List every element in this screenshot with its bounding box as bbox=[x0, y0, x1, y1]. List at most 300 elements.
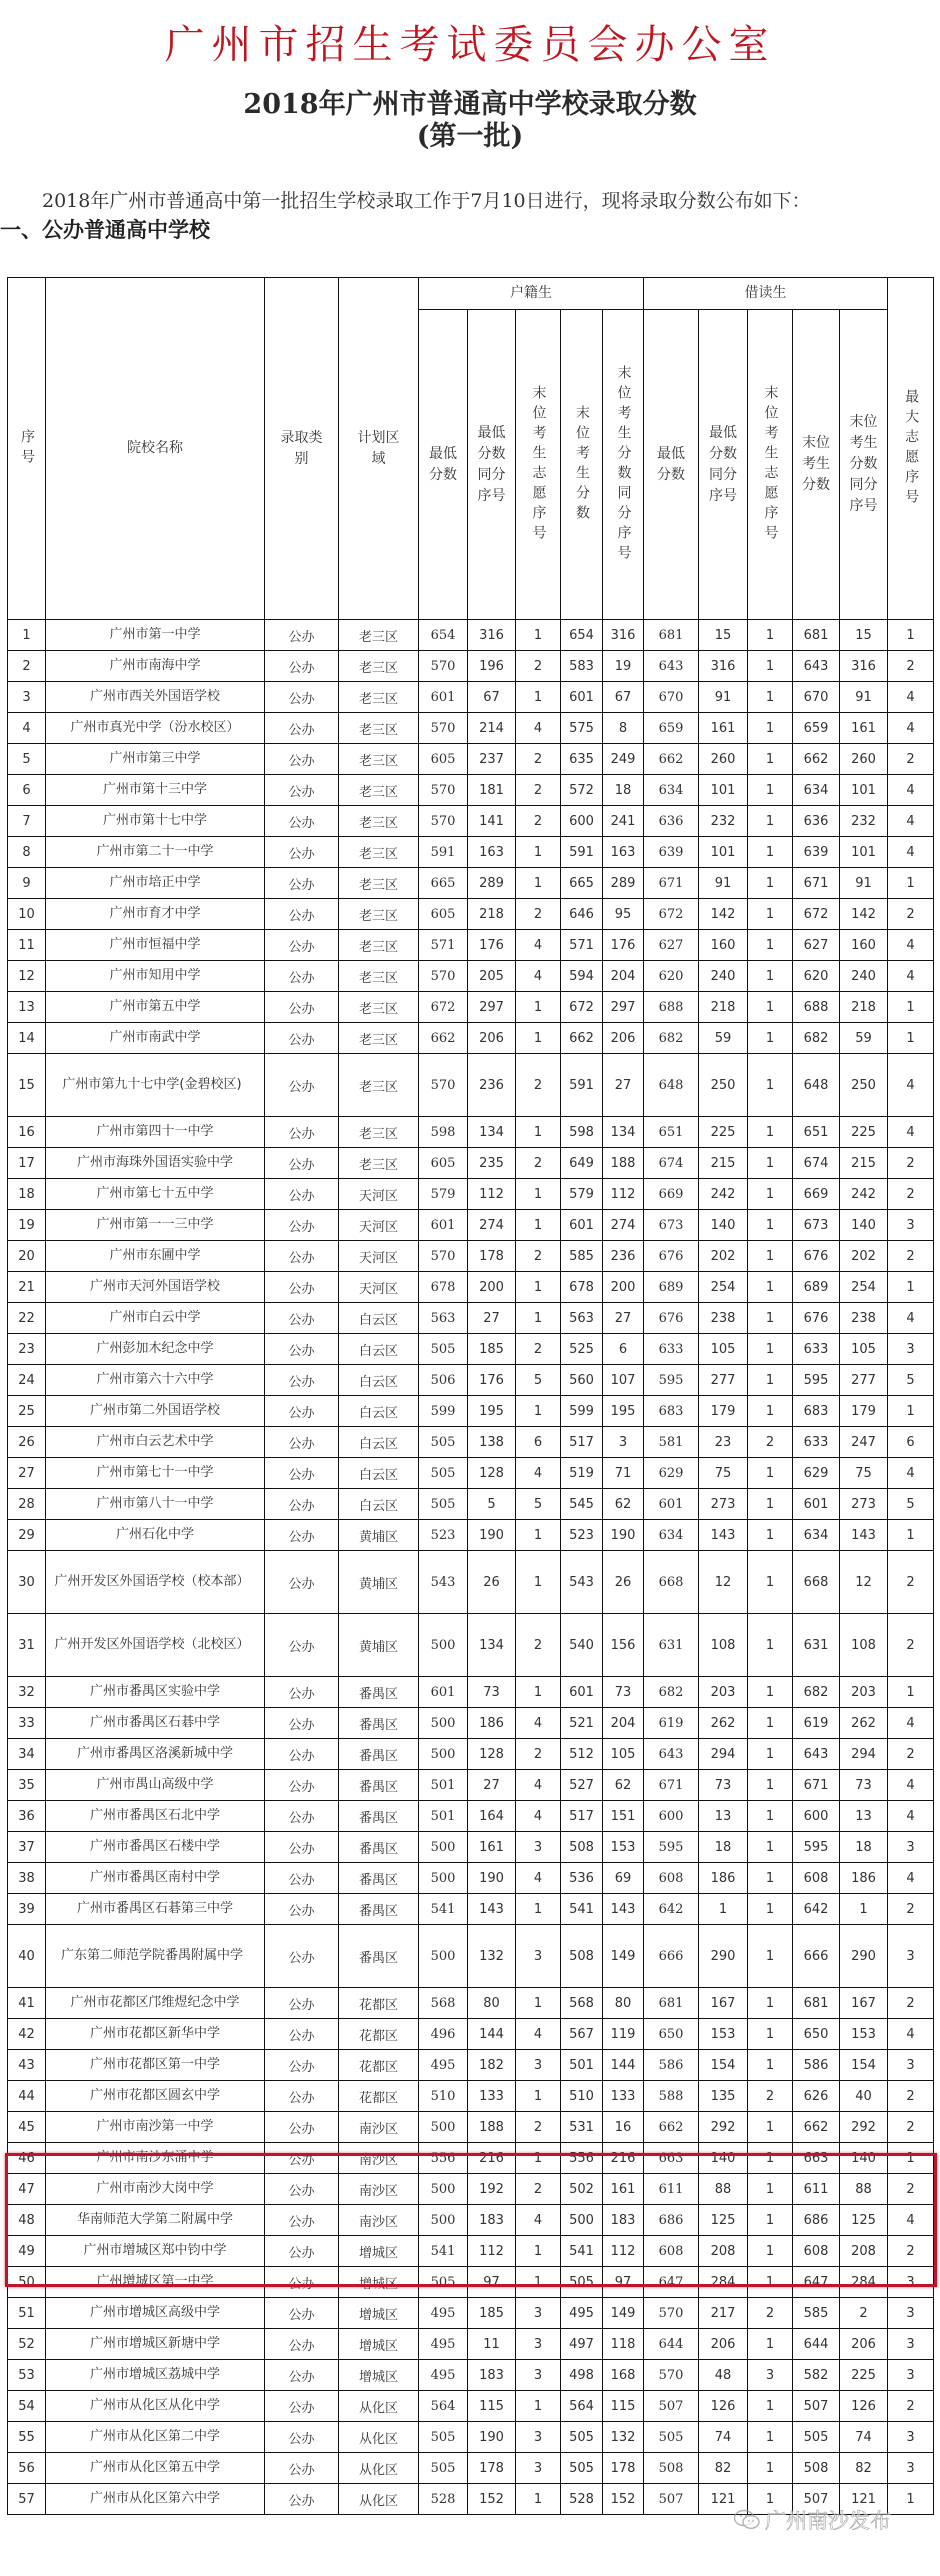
cell-jiedu-last-score: 631 bbox=[793, 1614, 840, 1677]
cell-huji-last-preference: 1 bbox=[516, 1988, 561, 2019]
cell-huji-min-score: 591 bbox=[419, 837, 468, 868]
cell-jiedu-last-same-rank: 225 bbox=[840, 2360, 888, 2391]
cell-huji-last-preference: 3 bbox=[516, 2453, 561, 2484]
cell-seq: 3 bbox=[8, 682, 46, 713]
cell-huji-last-score: 662 bbox=[561, 1023, 603, 1054]
cell-jiedu-min-score: 507 bbox=[644, 2391, 699, 2422]
cell-admission-type: 公办 bbox=[265, 1241, 339, 1272]
cell-jiedu-min-score: 629 bbox=[644, 1458, 699, 1489]
cell-jiedu-last-same-rank: 250 bbox=[840, 1054, 888, 1117]
cell-huji-last-same-rank: 316 bbox=[603, 620, 644, 651]
cell-jiedu-last-same-rank: 126 bbox=[840, 2391, 888, 2422]
table-row bbox=[8, 2081, 934, 2112]
cell-admission-type: 公办 bbox=[265, 1396, 339, 1427]
cell-admission-type: 公办 bbox=[265, 1708, 339, 1739]
cell-jiedu-last-same-rank: 294 bbox=[840, 1739, 888, 1770]
cell-plan-area: 番禺区 bbox=[339, 1677, 419, 1708]
cell-jiedu-last-same-rank: 1 bbox=[840, 1894, 888, 1925]
cell-huji-last-preference: 3 bbox=[516, 1832, 561, 1863]
cell-jiedu-last-preference: 1 bbox=[748, 2143, 793, 2174]
cell-huji-min-same-rank: 183 bbox=[468, 2205, 516, 2236]
cell-huji-min-same-rank: 152 bbox=[468, 2484, 516, 2515]
cell-jiedu-last-preference: 1 bbox=[748, 1489, 793, 1520]
cell-school-name: 广州市增城区高级中学 bbox=[46, 2298, 265, 2329]
cell-huji-last-same-rank: 27 bbox=[603, 1054, 644, 1117]
cell-huji-last-score: 575 bbox=[561, 713, 603, 744]
cell-school-name: 广州市花都区第一中学 bbox=[46, 2050, 265, 2081]
cell-school-name: 广州市南海中学 bbox=[46, 651, 265, 682]
cell-jiedu-last-preference: 1 bbox=[748, 899, 793, 930]
cell-seq: 29 bbox=[8, 1520, 46, 1551]
cell-jiedu-min-same-rank: 240 bbox=[699, 961, 748, 992]
cell-huji-last-score: 591 bbox=[561, 837, 603, 868]
cell-jiedu-last-same-rank: 105 bbox=[840, 1334, 888, 1365]
cell-jiedu-last-same-rank: 203 bbox=[840, 1677, 888, 1708]
header-admission-type: 录取类别 bbox=[265, 278, 339, 620]
document-title: 2018年广州市普通高中学校录取分数 bbox=[243, 89, 697, 120]
cell-admission-type: 公办 bbox=[265, 1925, 339, 1988]
cell-huji-last-score: 508 bbox=[561, 1925, 603, 1988]
cell-huji-last-same-rank: 80 bbox=[603, 1988, 644, 2019]
cell-huji-min-same-rank: 176 bbox=[468, 930, 516, 961]
cell-jiedu-last-score: 626 bbox=[793, 2081, 840, 2112]
cell-admission-type: 公办 bbox=[265, 1303, 339, 1334]
cell-jiedu-min-score: 634 bbox=[644, 1520, 699, 1551]
header-huji-last-same-rank: 末位考生分数同分序号 bbox=[603, 310, 644, 620]
cell-seq: 49 bbox=[8, 2236, 46, 2267]
cell-admission-type: 公办 bbox=[265, 1365, 339, 1396]
cell-jiedu-last-same-rank: 125 bbox=[840, 2205, 888, 2236]
cell-school-name: 广州市育才中学 bbox=[46, 899, 265, 930]
table-row bbox=[8, 1365, 934, 1396]
cell-huji-min-same-rank: 196 bbox=[468, 651, 516, 682]
cell-huji-min-same-rank: 181 bbox=[468, 775, 516, 806]
cell-huji-min-score: 601 bbox=[419, 1210, 468, 1241]
cell-huji-last-same-rank: 249 bbox=[603, 744, 644, 775]
cell-huji-last-same-rank: 26 bbox=[603, 1551, 644, 1614]
cell-jiedu-min-score: 689 bbox=[644, 1272, 699, 1303]
cell-huji-last-same-rank: 200 bbox=[603, 1272, 644, 1303]
cell-seq: 44 bbox=[8, 2081, 46, 2112]
table-row bbox=[8, 2360, 934, 2391]
cell-jiedu-last-preference: 1 bbox=[748, 744, 793, 775]
header-plan-area: 计划区域 bbox=[339, 278, 419, 620]
cell-max-preference: 2 bbox=[888, 899, 934, 930]
cell-huji-last-same-rank: 107 bbox=[603, 1365, 644, 1396]
cell-admission-type: 公办 bbox=[265, 1272, 339, 1303]
cell-seq: 20 bbox=[8, 1241, 46, 1272]
cell-max-preference: 3 bbox=[888, 2267, 934, 2298]
cell-huji-last-preference: 2 bbox=[516, 2112, 561, 2143]
cell-jiedu-last-same-rank: 140 bbox=[840, 2143, 888, 2174]
cell-jiedu-last-preference: 1 bbox=[748, 1365, 793, 1396]
cell-huji-last-preference: 3 bbox=[516, 1925, 561, 1988]
cell-huji-min-score: 495 bbox=[419, 2298, 468, 2329]
cell-huji-min-same-rank: 186 bbox=[468, 1708, 516, 1739]
cell-huji-last-score: 521 bbox=[561, 1708, 603, 1739]
cell-huji-min-same-rank: 185 bbox=[468, 1334, 516, 1365]
cell-jiedu-last-score: 671 bbox=[793, 868, 840, 899]
cell-huji-min-same-rank: 297 bbox=[468, 992, 516, 1023]
table-row bbox=[8, 1894, 934, 1925]
cell-huji-last-same-rank: 149 bbox=[603, 1925, 644, 1988]
cell-huji-last-same-rank: 62 bbox=[603, 1489, 644, 1520]
cell-jiedu-last-preference: 1 bbox=[748, 775, 793, 806]
cell-huji-last-preference: 3 bbox=[516, 2298, 561, 2329]
cell-huji-last-same-rank: 195 bbox=[603, 1396, 644, 1427]
cell-huji-min-same-rank: 182 bbox=[468, 2050, 516, 2081]
cell-huji-last-preference: 1 bbox=[516, 1179, 561, 1210]
cell-seq: 48 bbox=[8, 2205, 46, 2236]
cell-plan-area: 黄埔区 bbox=[339, 1551, 419, 1614]
cell-school-name: 广州市花都区圆玄中学 bbox=[46, 2081, 265, 2112]
cell-huji-min-score: 570 bbox=[419, 961, 468, 992]
cell-school-name: 广州石化中学 bbox=[46, 1520, 265, 1551]
cell-school-name: 广州市东圃中学 bbox=[46, 1241, 265, 1272]
table-row bbox=[8, 1179, 934, 1210]
cell-plan-area: 番禺区 bbox=[339, 1708, 419, 1739]
cell-max-preference: 2 bbox=[888, 2112, 934, 2143]
cell-jiedu-last-same-rank: 161 bbox=[840, 713, 888, 744]
cell-jiedu-last-same-rank: 208 bbox=[840, 2236, 888, 2267]
cell-jiedu-last-same-rank: 240 bbox=[840, 961, 888, 992]
cell-jiedu-last-score: 659 bbox=[793, 713, 840, 744]
cell-jiedu-last-preference: 1 bbox=[748, 1334, 793, 1365]
cell-jiedu-last-score: 681 bbox=[793, 620, 840, 651]
cell-huji-last-score: 501 bbox=[561, 2050, 603, 2081]
watermark-text: 广州南沙发布 bbox=[765, 2509, 891, 2533]
cell-huji-last-preference: 1 bbox=[516, 620, 561, 651]
cell-huji-min-same-rank: 143 bbox=[468, 1894, 516, 1925]
cell-huji-min-score: 605 bbox=[419, 1148, 468, 1179]
cell-jiedu-min-score: 611 bbox=[644, 2174, 699, 2205]
cell-huji-min-score: 605 bbox=[419, 744, 468, 775]
header-huji-min-same-rank: 最低分数同分序号 bbox=[468, 310, 516, 620]
cell-plan-area: 白云区 bbox=[339, 1365, 419, 1396]
cell-huji-min-score: 505 bbox=[419, 1489, 468, 1520]
cell-huji-min-same-rank: 183 bbox=[468, 2360, 516, 2391]
cell-max-preference: 4 bbox=[888, 2019, 934, 2050]
cell-school-name: 广州市第七十五中学 bbox=[46, 1179, 265, 1210]
cell-huji-last-score: 594 bbox=[561, 961, 603, 992]
cell-huji-min-same-rank: 188 bbox=[468, 2112, 516, 2143]
cell-jiedu-last-score: 633 bbox=[793, 1427, 840, 1458]
cell-admission-type: 公办 bbox=[265, 713, 339, 744]
cell-admission-type: 公办 bbox=[265, 1148, 339, 1179]
cell-huji-last-same-rank: 183 bbox=[603, 2205, 644, 2236]
cell-jiedu-min-score: 682 bbox=[644, 1023, 699, 1054]
cell-max-preference: 2 bbox=[888, 1614, 934, 1677]
cell-seq: 51 bbox=[8, 2298, 46, 2329]
cell-huji-min-score: 605 bbox=[419, 899, 468, 930]
cell-jiedu-last-score: 668 bbox=[793, 1551, 840, 1614]
cell-huji-min-score: 662 bbox=[419, 1023, 468, 1054]
cell-jiedu-min-same-rank: 294 bbox=[699, 1739, 748, 1770]
cell-jiedu-last-score: 600 bbox=[793, 1801, 840, 1832]
cell-jiedu-min-score: 619 bbox=[644, 1708, 699, 1739]
cell-huji-min-same-rank: 97 bbox=[468, 2267, 516, 2298]
cell-jiedu-last-preference: 1 bbox=[748, 1832, 793, 1863]
cell-huji-last-score: 654 bbox=[561, 620, 603, 651]
cell-jiedu-last-preference: 1 bbox=[748, 1241, 793, 1272]
cell-admission-type: 公办 bbox=[265, 2267, 339, 2298]
cell-jiedu-last-preference: 1 bbox=[748, 1677, 793, 1708]
cell-jiedu-last-score: 648 bbox=[793, 1054, 840, 1117]
cell-huji-last-score: 567 bbox=[561, 2019, 603, 2050]
cell-huji-min-same-rank: 214 bbox=[468, 713, 516, 744]
cell-plan-area: 白云区 bbox=[339, 1427, 419, 1458]
cell-huji-last-same-rank: 204 bbox=[603, 1708, 644, 1739]
cell-jiedu-last-same-rank: 75 bbox=[840, 1458, 888, 1489]
table-row bbox=[8, 1677, 934, 1708]
cell-school-name: 广州市第一中学 bbox=[46, 620, 265, 651]
cell-huji-last-score: 572 bbox=[561, 775, 603, 806]
cell-huji-min-same-rank: 67 bbox=[468, 682, 516, 713]
cell-huji-last-score: 649 bbox=[561, 1148, 603, 1179]
cell-max-preference: 3 bbox=[888, 1832, 934, 1863]
cell-seq: 10 bbox=[8, 899, 46, 930]
table-row bbox=[8, 930, 934, 961]
cell-jiedu-min-same-rank: 154 bbox=[699, 2050, 748, 2081]
cell-jiedu-min-same-rank: 232 bbox=[699, 806, 748, 837]
cell-admission-type: 公办 bbox=[265, 2391, 339, 2422]
cell-jiedu-min-score: 673 bbox=[644, 1210, 699, 1241]
cell-seq: 2 bbox=[8, 651, 46, 682]
cell-jiedu-min-same-rank: 203 bbox=[699, 1677, 748, 1708]
table-row bbox=[8, 1988, 934, 2019]
cell-huji-last-score: 598 bbox=[561, 1117, 603, 1148]
cell-jiedu-last-same-rank: 2 bbox=[840, 2298, 888, 2329]
cell-jiedu-min-same-rank: 208 bbox=[699, 2236, 748, 2267]
cell-huji-min-same-rank: 316 bbox=[468, 620, 516, 651]
cell-jiedu-last-preference: 1 bbox=[748, 1863, 793, 1894]
cell-jiedu-last-preference: 1 bbox=[748, 2019, 793, 2050]
cell-huji-min-score: 510 bbox=[419, 2081, 468, 2112]
cell-huji-last-preference: 1 bbox=[516, 1303, 561, 1334]
cell-huji-last-score: 678 bbox=[561, 1272, 603, 1303]
cell-jiedu-last-preference: 1 bbox=[748, 1988, 793, 2019]
cell-plan-area: 南沙区 bbox=[339, 2143, 419, 2174]
cell-huji-last-score: 512 bbox=[561, 1739, 603, 1770]
cell-admission-type: 公办 bbox=[265, 961, 339, 992]
cell-huji-last-preference: 1 bbox=[516, 1677, 561, 1708]
table-row bbox=[8, 2174, 934, 2205]
cell-jiedu-last-same-rank: 292 bbox=[840, 2112, 888, 2143]
cell-jiedu-last-score: 683 bbox=[793, 1396, 840, 1427]
cell-plan-area: 从化区 bbox=[339, 2422, 419, 2453]
cell-seq: 21 bbox=[8, 1272, 46, 1303]
cell-huji-last-score: 508 bbox=[561, 1832, 603, 1863]
cell-huji-min-score: 570 bbox=[419, 806, 468, 837]
cell-jiedu-last-same-rank: 254 bbox=[840, 1272, 888, 1303]
cell-plan-area: 增城区 bbox=[339, 2360, 419, 2391]
cell-seq: 15 bbox=[8, 1054, 46, 1117]
cell-jiedu-min-same-rank: 273 bbox=[699, 1489, 748, 1520]
cell-jiedu-last-score: 582 bbox=[793, 2360, 840, 2391]
cell-plan-area: 天河区 bbox=[339, 1210, 419, 1241]
cell-huji-last-preference: 1 bbox=[516, 837, 561, 868]
cell-huji-min-score: 570 bbox=[419, 1054, 468, 1117]
cell-huji-min-same-rank: 144 bbox=[468, 2019, 516, 2050]
cell-huji-last-score: 505 bbox=[561, 2422, 603, 2453]
cell-max-preference: 3 bbox=[888, 2298, 934, 2329]
cell-school-name: 广州市番禺区石楼中学 bbox=[46, 1832, 265, 1863]
header-seq: 序号 bbox=[8, 278, 46, 620]
cell-huji-min-same-rank: 26 bbox=[468, 1551, 516, 1614]
cell-seq: 12 bbox=[8, 961, 46, 992]
cell-jiedu-last-score: 629 bbox=[793, 1458, 840, 1489]
cell-max-preference: 3 bbox=[888, 1334, 934, 1365]
header-jiedu-min-same-rank: 最低分数同分序号 bbox=[699, 310, 748, 620]
cell-school-name: 广州市从化区从化中学 bbox=[46, 2391, 265, 2422]
cell-plan-area: 黄埔区 bbox=[339, 1520, 419, 1551]
cell-jiedu-last-score: 663 bbox=[793, 2143, 840, 2174]
cell-huji-last-preference: 2 bbox=[516, 1241, 561, 1272]
table-row bbox=[8, 2267, 934, 2298]
cell-huji-last-same-rank: 133 bbox=[603, 2081, 644, 2112]
cell-seq: 38 bbox=[8, 1863, 46, 1894]
cell-jiedu-last-score: 608 bbox=[793, 2236, 840, 2267]
cell-huji-last-same-rank: 236 bbox=[603, 1241, 644, 1272]
cell-huji-last-same-rank: 241 bbox=[603, 806, 644, 837]
cell-huji-last-same-rank: 176 bbox=[603, 930, 644, 961]
cell-jiedu-last-preference: 1 bbox=[748, 868, 793, 899]
cell-school-name: 广州市从化区第五中学 bbox=[46, 2453, 265, 2484]
cell-max-preference: 2 bbox=[888, 744, 934, 775]
cell-huji-min-same-rank: 192 bbox=[468, 2174, 516, 2205]
cell-jiedu-last-same-rank: 202 bbox=[840, 1241, 888, 1272]
cell-admission-type: 公办 bbox=[265, 2081, 339, 2112]
cell-school-name: 广州市番禺区洛溪新城中学 bbox=[46, 1739, 265, 1770]
cell-jiedu-last-same-rank: 91 bbox=[840, 868, 888, 899]
cell-max-preference: 3 bbox=[888, 2050, 934, 2081]
cell-jiedu-last-same-rank: 160 bbox=[840, 930, 888, 961]
cell-jiedu-min-same-rank: 238 bbox=[699, 1303, 748, 1334]
cell-jiedu-last-same-rank: 142 bbox=[840, 899, 888, 930]
cell-max-preference: 1 bbox=[888, 868, 934, 899]
cell-jiedu-min-same-rank: 140 bbox=[699, 1210, 748, 1241]
cell-jiedu-last-score: 651 bbox=[793, 1117, 840, 1148]
cell-admission-type: 公办 bbox=[265, 2329, 339, 2360]
cell-admission-type: 公办 bbox=[265, 1334, 339, 1365]
section-heading: 一、公办普通高中学校 bbox=[0, 217, 210, 242]
cell-school-name: 广州市从化区第二中学 bbox=[46, 2422, 265, 2453]
table-row bbox=[8, 1551, 934, 1614]
cell-max-preference: 4 bbox=[888, 1863, 934, 1894]
cell-jiedu-min-score: 671 bbox=[644, 868, 699, 899]
cell-school-name: 广州市海珠外国语实验中学 bbox=[46, 1148, 265, 1179]
cell-huji-last-score: 517 bbox=[561, 1801, 603, 1832]
table-row bbox=[8, 2205, 934, 2236]
cell-jiedu-last-score: 611 bbox=[793, 2174, 840, 2205]
cell-admission-type: 公办 bbox=[265, 2143, 339, 2174]
cell-huji-min-same-rank: 274 bbox=[468, 1210, 516, 1241]
cell-jiedu-min-same-rank: 179 bbox=[699, 1396, 748, 1427]
cell-plan-area: 增城区 bbox=[339, 2298, 419, 2329]
cell-admission-type: 公办 bbox=[265, 1988, 339, 2019]
cell-admission-type: 公办 bbox=[265, 1054, 339, 1117]
cell-admission-type: 公办 bbox=[265, 1458, 339, 1489]
cell-jiedu-min-score: 676 bbox=[644, 1241, 699, 1272]
cell-jiedu-min-score: 647 bbox=[644, 2267, 699, 2298]
cell-jiedu-last-same-rank: 18 bbox=[840, 1832, 888, 1863]
cell-school-name: 广州市番禺区石北中学 bbox=[46, 1801, 265, 1832]
cell-max-preference: 2 bbox=[888, 2236, 934, 2267]
cell-jiedu-min-score: 668 bbox=[644, 1551, 699, 1614]
cell-huji-last-same-rank: 297 bbox=[603, 992, 644, 1023]
cell-admission-type: 公办 bbox=[265, 2360, 339, 2391]
cell-school-name: 广州市第十三中学 bbox=[46, 775, 265, 806]
cell-school-name: 广州市第三中学 bbox=[46, 744, 265, 775]
cell-huji-min-same-rank: 128 bbox=[468, 1458, 516, 1489]
cell-jiedu-last-score: 633 bbox=[793, 1334, 840, 1365]
cell-jiedu-last-score: 595 bbox=[793, 1832, 840, 1863]
cell-huji-last-same-rank: 163 bbox=[603, 837, 644, 868]
cell-seq: 30 bbox=[8, 1551, 46, 1614]
cell-jiedu-min-same-rank: 160 bbox=[699, 930, 748, 961]
cell-huji-last-preference: 1 bbox=[516, 992, 561, 1023]
cell-huji-last-preference: 3 bbox=[516, 2422, 561, 2453]
cell-seq: 26 bbox=[8, 1427, 46, 1458]
cell-jiedu-last-score: 662 bbox=[793, 744, 840, 775]
cell-admission-type: 公办 bbox=[265, 837, 339, 868]
cell-huji-last-preference: 4 bbox=[516, 713, 561, 744]
cell-huji-last-score: 646 bbox=[561, 899, 603, 930]
cell-seq: 17 bbox=[8, 1148, 46, 1179]
cell-jiedu-min-same-rank: 202 bbox=[699, 1241, 748, 1272]
document-subtitle: (第一批) bbox=[416, 121, 524, 152]
cell-jiedu-min-same-rank: 48 bbox=[699, 2360, 748, 2391]
cell-huji-min-same-rank: 112 bbox=[468, 2236, 516, 2267]
cell-plan-area: 南沙区 bbox=[339, 2205, 419, 2236]
cell-jiedu-min-score: 631 bbox=[644, 1614, 699, 1677]
cell-max-preference: 4 bbox=[888, 930, 934, 961]
cell-huji-last-preference: 4 bbox=[516, 961, 561, 992]
cell-school-name: 广州市第六十六中学 bbox=[46, 1365, 265, 1396]
cell-seq: 46 bbox=[8, 2143, 46, 2174]
cell-huji-last-same-rank: 188 bbox=[603, 1148, 644, 1179]
cell-jiedu-min-same-rank: 126 bbox=[699, 2391, 748, 2422]
cell-jiedu-last-score: 688 bbox=[793, 992, 840, 1023]
cell-huji-min-score: 570 bbox=[419, 775, 468, 806]
cell-seq: 19 bbox=[8, 1210, 46, 1241]
cell-jiedu-min-score: 671 bbox=[644, 1770, 699, 1801]
cell-huji-last-same-rank: 118 bbox=[603, 2329, 644, 2360]
cell-school-name: 广州市花都区新华中学 bbox=[46, 2019, 265, 2050]
cell-plan-area: 增城区 bbox=[339, 2329, 419, 2360]
cell-admission-type: 公办 bbox=[265, 992, 339, 1023]
cell-huji-min-same-rank: 237 bbox=[468, 744, 516, 775]
cell-max-preference: 1 bbox=[888, 2143, 934, 2174]
cell-jiedu-last-same-rank: 206 bbox=[840, 2329, 888, 2360]
cell-huji-min-same-rank: 289 bbox=[468, 868, 516, 899]
cell-admission-type: 公办 bbox=[265, 2422, 339, 2453]
cell-max-preference: 4 bbox=[888, 1117, 934, 1148]
cell-jiedu-last-same-rank: 121 bbox=[840, 2484, 888, 2515]
cell-school-name: 广州市西关外国语学校 bbox=[46, 682, 265, 713]
cell-admission-type: 公办 bbox=[265, 2019, 339, 2050]
table-row bbox=[8, 682, 934, 713]
cell-admission-type: 公办 bbox=[265, 682, 339, 713]
cell-jiedu-min-score: 674 bbox=[644, 1148, 699, 1179]
cell-max-preference: 4 bbox=[888, 1801, 934, 1832]
cell-jiedu-last-preference: 1 bbox=[748, 1303, 793, 1334]
cell-huji-last-same-rank: 206 bbox=[603, 1023, 644, 1054]
cell-huji-last-score: 510 bbox=[561, 2081, 603, 2112]
table-row bbox=[8, 651, 934, 682]
cell-huji-last-score: 517 bbox=[561, 1427, 603, 1458]
cell-plan-area: 老三区 bbox=[339, 992, 419, 1023]
